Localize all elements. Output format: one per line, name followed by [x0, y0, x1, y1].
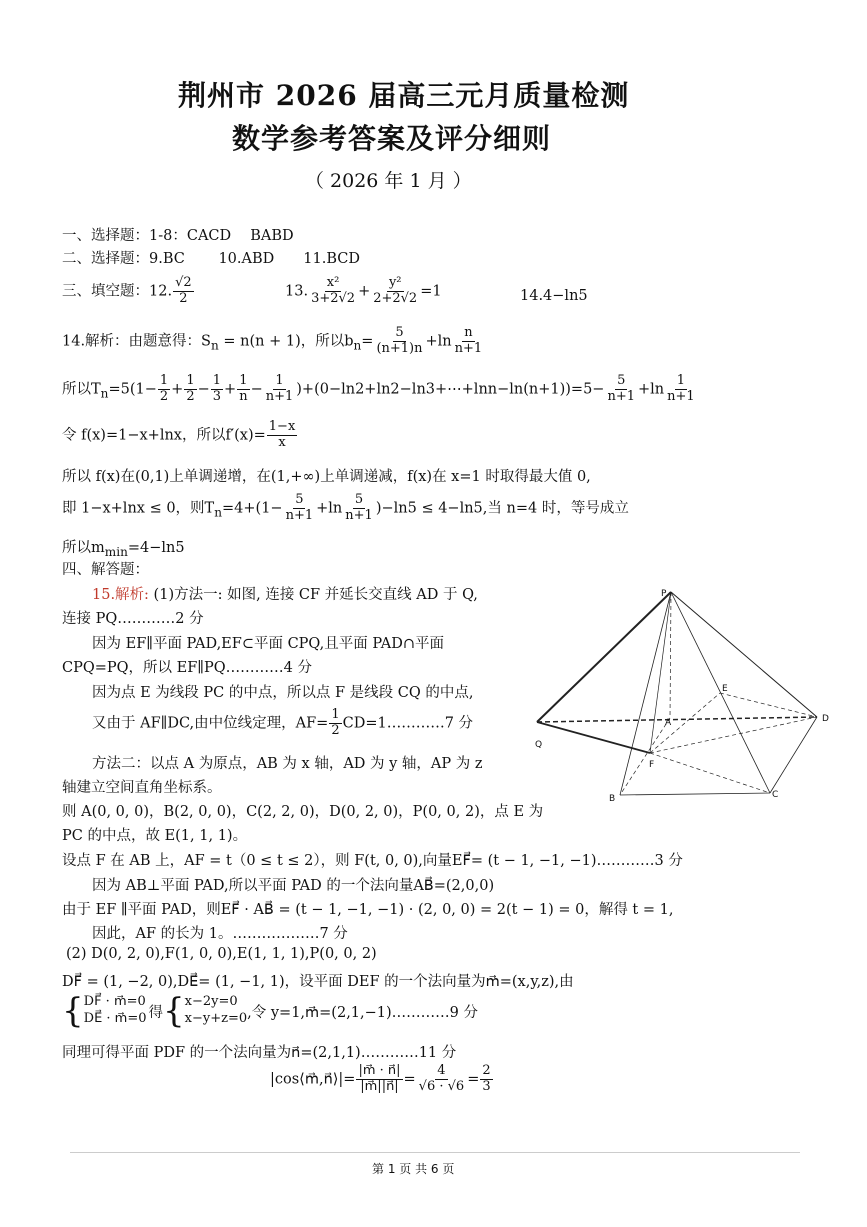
q14-let-f: 令 f(x)=1−x+lnx，所以f′(x)= $\frac{1-x}{x}$ [62, 419, 296, 450]
q15-line10: PC 的中点，故 E(1, 1, 1)。 [62, 828, 248, 844]
label-P: P [661, 589, 667, 599]
answer-13: 13. $\frac{\text{x²}}{3+2√2}$ + $\frac{\text{y²}}{2+2√2}$ =1 [285, 275, 442, 306]
q15-cosine: |cos⟨m⃗,n⃗⟩|= $\frac{|m⃗ \cdot n⃗|}{|m⃗||n⃗|}$ = $\frac{4}{√6 \cdot √6}$ = $\frac{2}{3}$ [270, 1063, 491, 1094]
q15-line15: (2) D(0, 2, 0),F(1, 0, 0),E(1, 1, 1),P(0, 0, 2) [66, 946, 377, 962]
q14-intro: 14.解析：由题意得：$S_n = n(n + 1)$，所以$b_n=$ $\frac{5}{(n+1)n}$ +ln $\frac{n}{n+1}$ [62, 325, 483, 356]
edge-PA [670, 592, 671, 718]
q15-system: { DF⃗ · m⃗=0 DE⃗ · m⃗=0 得 { x−2y=0 x−y+z=0 ,令 y=1,m⃗=(2,1,−1)…………9 分 [62, 991, 479, 1031]
q14-sum: 所以$T_n=5(1-$ $\frac{1}{2}$ + $\frac{1}{2}$ − $\frac{1}{3}$ + $\frac{1}{n}$ − $\frac{1}{n+1}$ )+(0−ln2+ln2−ln3+⋯+lnn−ln(n+1))=5− $\frac{5}{n+1}$ +ln $\frac{1}{n+1}$ [62, 373, 695, 404]
edge-PC [671, 592, 770, 793]
edge-PQ [537, 592, 671, 722]
edge-FD [650, 717, 817, 753]
q15-line13: 由于 EF ∥平面 PAD，则EF⃗ · AB⃗ = (t − 1, −1, −1) · (2, 0, 0) = 2(t − 1) = 0，解得 t = 1, [62, 902, 674, 918]
q15-line7: 方法二：以点 A 为原点，AB 为 x 轴，AD 为 y 轴，AP 为 z [92, 756, 483, 772]
label-D: D [822, 714, 829, 724]
page-number: 第 1 页 共 6 页 [372, 1162, 455, 1176]
page-title: 荆州市 2026 届高三元月质量检测 [178, 79, 630, 112]
edge-QF [537, 722, 650, 753]
q15-line8: 轴建立空间直角坐标系。 [62, 780, 222, 796]
q15-line18: 同理可得平面 PDF 的一个法向量为n⃗=(2,1,1)…………11 分 [62, 1045, 457, 1061]
fill-prefix: 三、填空题：12. [62, 283, 173, 300]
footer-divider [70, 1152, 800, 1153]
edge-BC [620, 793, 770, 795]
label-A: A [665, 718, 672, 728]
pyramid-figure [525, 585, 835, 810]
q14-inequality: 即 1−x+lnx ≤ 0，则$T_n=4+(1-$ $\frac{5}{n+1}$ +ln $\frac{5}{n+1}$ )−ln5 ≤ 4−ln5,当 n=4 时，等号成立 [62, 492, 629, 523]
q15-line11: 设点 F 在 AB 上，AF = t（0 ≤ t ≤ 2），则 F(t, 0, 0),向量EF⃗= (t − 1, −1, −1)…………3 分 [62, 853, 683, 869]
label-C: C [772, 790, 779, 800]
q15-line9: 则 A(0, 0, 0)，B(2, 0, 0)，C(2, 2, 0)，D(0, 2, 0)，P(0, 0, 2)，点 E 为 [62, 804, 544, 820]
multi-answers: 二、选择题：9.BC 10.ABD 11.BCD [62, 251, 360, 267]
choice-answers: 一、选择题：1-8：CACD BABD [62, 228, 294, 244]
q14-conclusion: 所以$m_{min}=4-\ln 5$ [62, 540, 185, 559]
fill-answers [62, 276, 195, 307]
exam-date: （ 2026 年 1 月 ） [305, 170, 472, 192]
q15-line3: 因为 EF∥平面 PAD,EF⊂平面 CPQ,且平面 PAD∩平面 [92, 636, 444, 652]
label-E: E [722, 684, 728, 694]
answer-14: 14.4−ln5 [520, 288, 588, 304]
label-Q: Q [535, 740, 543, 750]
edge-AB [620, 718, 670, 795]
q15-line2: 连接 PQ…………2 分 [62, 611, 204, 627]
q15-line16: DF⃗ = (1, −2, 0),DE⃗= (1, −1, 1)，设平面 DEF 的一个法向量为m⃗=(x,y,z),由 [62, 974, 574, 990]
q15-line4: CPQ=PQ，所以 EF∥PQ…………4 分 [62, 660, 312, 676]
edge-FC [650, 753, 770, 793]
label-F: F [649, 760, 655, 770]
page-subtitle: 数学参考答案及评分细则 [232, 122, 552, 155]
edge-PB [620, 592, 671, 795]
label-B: B [609, 794, 616, 804]
q15-label: 15.解析: [92, 587, 149, 603]
q14-monotonic: 所以 f(x)在(0,1)上单调递增，在(1,+∞)上单调递减，f(x)在 x=1 时取得最大值 0, [62, 469, 591, 485]
answer-12: $\frac{√2}{2}$ [175, 275, 192, 306]
q15-line14: 因此，AF 的长为 1。………………7 分 [92, 926, 348, 942]
edge-CD [770, 717, 817, 793]
q15-line1: 15.解析: (1)方法一: 如图, 连接 CF 并延长交直线 AD 于 Q, [92, 587, 478, 603]
q15-line6: 又由于 AF∥DC,由中位线定理，AF= $\frac{1}{2}$ CD=1…………7 分 [92, 707, 474, 738]
q15-line5: 因为点 E 为线段 PC 的中点，所以点 F 是线段 CQ 的中点, [92, 685, 474, 701]
edge-FE [650, 693, 720, 753]
part4-heading: 四、解答题： [62, 562, 149, 578]
edge-PF [650, 592, 671, 753]
edge-QD [537, 717, 817, 722]
q15-line12: 因为 AB⊥平面 PAD,所以平面 PAD 的一个法向量AB⃗=(2,0,0) [92, 878, 495, 894]
edge-PD [671, 592, 817, 717]
